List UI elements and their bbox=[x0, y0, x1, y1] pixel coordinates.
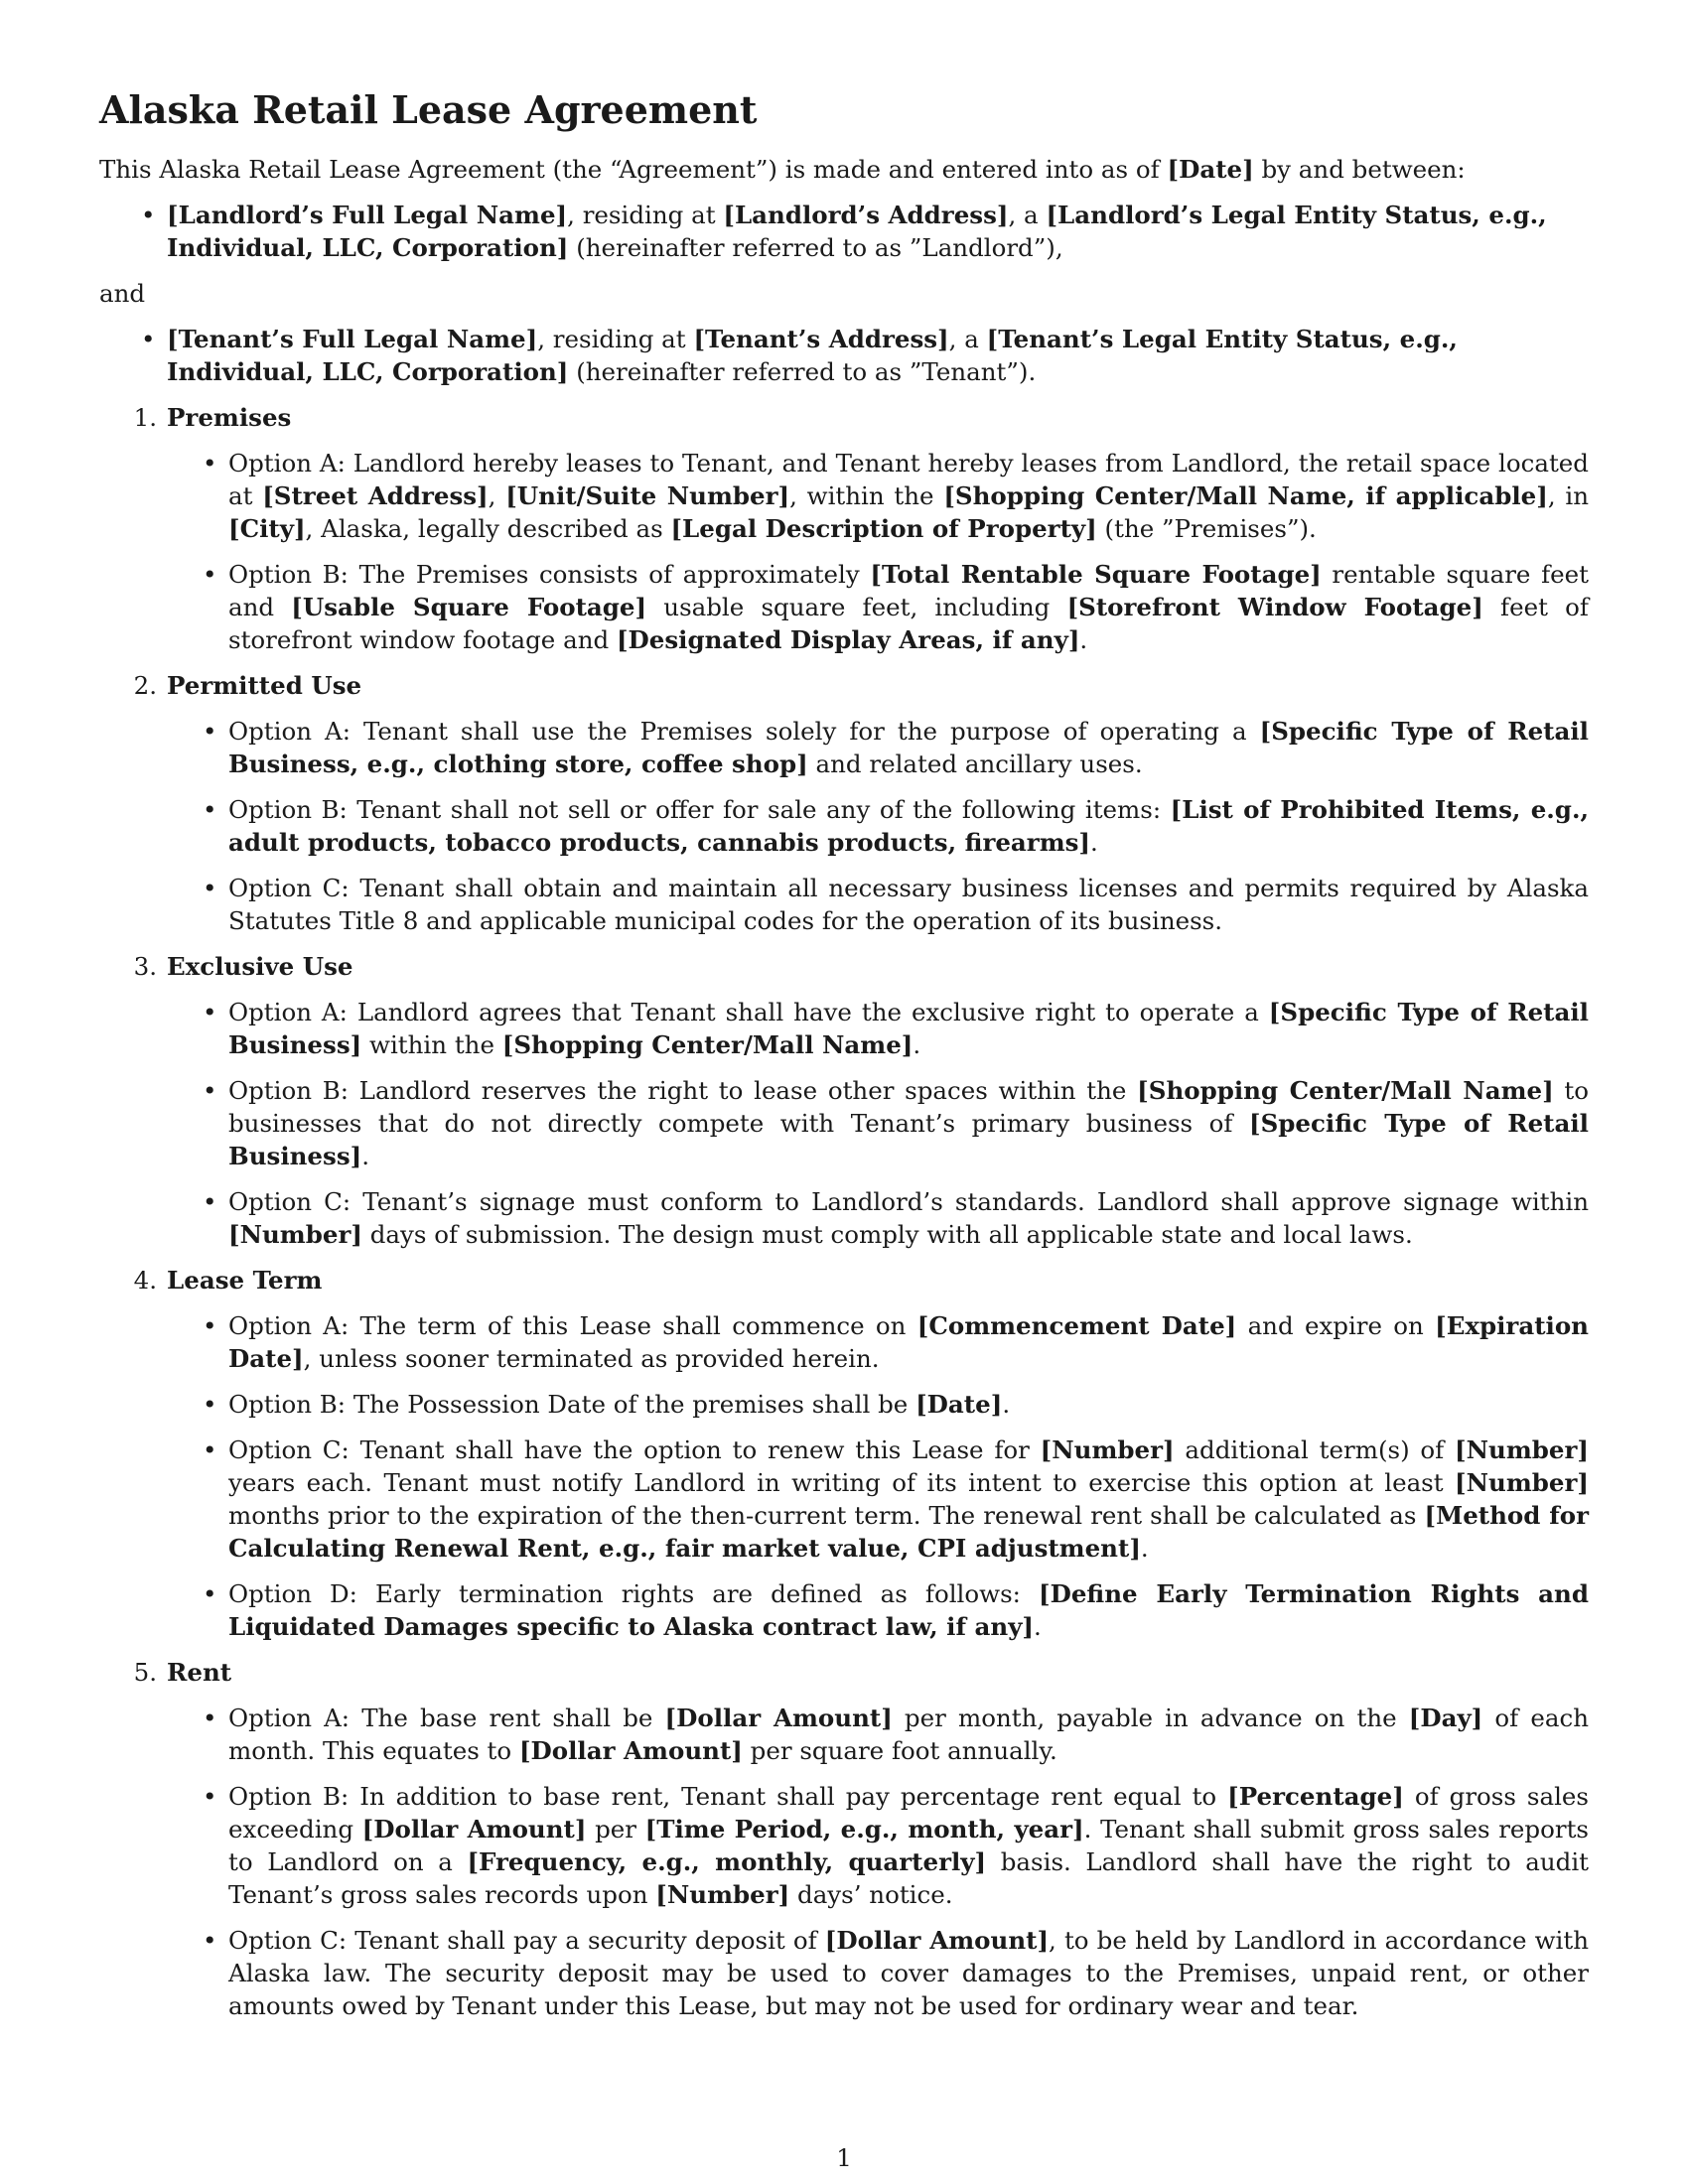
option-item bbox=[228, 872, 1589, 937]
placeholder-field: [Dollar Amount] bbox=[824, 1926, 1050, 1955]
party-item bbox=[167, 323, 1589, 388]
option-item bbox=[228, 1433, 1589, 1565]
placeholder-field: [Expiration Date] bbox=[228, 1311, 1589, 1373]
section-number: 4. bbox=[133, 1266, 157, 1295]
text-segment: Option B: The Premises consists of approximately bbox=[228, 560, 871, 589]
text-segment: , Alaska, legally described as bbox=[305, 514, 671, 543]
text-segment: Option A: Landlord agrees that Tenant shall have the exclusive right to operate a bbox=[228, 998, 1269, 1026]
placeholder-field: [Landlord’s Legal Entity Status, e.g., Individual, LLC, Corporation] bbox=[167, 201, 1547, 262]
tenant-party-list bbox=[99, 323, 1589, 388]
text-segment: . bbox=[1090, 828, 1098, 857]
text-segment: days’ notice. bbox=[789, 1880, 953, 1909]
intro-paragraph bbox=[99, 153, 1589, 186]
page-number: 1 bbox=[836, 2143, 852, 2172]
placeholder-field: [Designated Display Areas, if any] bbox=[616, 625, 1080, 654]
text-segment: feet of storefront window footage and bbox=[228, 593, 1589, 654]
option-item bbox=[228, 1388, 1589, 1421]
section-lease-term bbox=[99, 1264, 1589, 1643]
section-number: 5. bbox=[133, 1658, 157, 1687]
placeholder-field: [Specific Type of Retail Business] bbox=[228, 1109, 1589, 1170]
placeholder-field: [Number] bbox=[228, 1220, 362, 1249]
section-rent bbox=[99, 1656, 1589, 2022]
text-segment: per month, payable in advance on the bbox=[892, 1704, 1409, 1732]
text-segment: . bbox=[1002, 1390, 1011, 1419]
placeholder-field: [Shopping Center/Mall Name, if applicable] bbox=[943, 481, 1548, 510]
text-segment: , to be held by Landlord in accordance with Alaska law. The security deposit may be used to cover damages to the Premises, unpaid rent, or other amounts owed by Tenant under this Lease, but may not be used for ordinary wear and tear. bbox=[228, 1926, 1589, 2020]
text-segment: . bbox=[1079, 625, 1088, 654]
placeholder-field: [Percentage] bbox=[1227, 1782, 1404, 1811]
text-segment: and related ancillary uses. bbox=[807, 750, 1143, 778]
option-item bbox=[228, 715, 1589, 780]
placeholder-field: [Legal Description of Property] bbox=[670, 514, 1097, 543]
text-segment: Option A: The base rent shall be bbox=[228, 1704, 665, 1732]
party-item bbox=[167, 199, 1589, 264]
text-segment: per bbox=[586, 1815, 645, 1843]
text-segment: . bbox=[361, 1142, 369, 1170]
placeholder-field: [Number] bbox=[655, 1880, 790, 1909]
text-segment: months prior to the expiration of the then-current term. The renewal rent shall be calculated as bbox=[228, 1501, 1425, 1530]
text-segment: . bbox=[1034, 1612, 1042, 1641]
placeholder-field: [Number] bbox=[1455, 1435, 1589, 1464]
text-segment: (hereinafter referred to as ”Landlord”), bbox=[568, 233, 1063, 262]
section-options bbox=[99, 1309, 1589, 1643]
text-segment: , within the bbox=[789, 481, 944, 510]
text-segment: Option C: Tenant shall obtain and maintain all necessary business licenses and permits required by Alaska Statutes Title 8 and applicable municipal codes for the operation of its business. bbox=[228, 874, 1589, 935]
placeholder-field: [Time Period, e.g., month, year] bbox=[644, 1815, 1084, 1843]
section-header bbox=[99, 669, 1589, 702]
text-segment: basis. Landlord shall have the right to audit Tenant’s gross sales records upon bbox=[228, 1847, 1589, 1909]
section-title: Exclusive Use bbox=[167, 952, 353, 981]
option-item bbox=[228, 996, 1589, 1061]
placeholder-field: [Dollar Amount] bbox=[361, 1815, 587, 1843]
placeholder-field: [Number] bbox=[1040, 1435, 1175, 1464]
placeholder-field: [Date] bbox=[1167, 155, 1254, 184]
placeholder-field: [Unit/Suite Number] bbox=[505, 481, 790, 510]
text-segment: Option C: Tenant shall pay a security deposit of bbox=[228, 1926, 825, 1955]
text-segment: years each. Tenant must notify Landlord in writing of its intent to exercise this option at least bbox=[228, 1468, 1456, 1497]
section-header bbox=[99, 1264, 1589, 1297]
text-segment: , in bbox=[1547, 481, 1589, 510]
document-title: Alaska Retail Lease Agreement bbox=[99, 87, 758, 132]
text-segment: , unless sooner terminated as provided herein. bbox=[303, 1344, 880, 1373]
option-item bbox=[228, 447, 1589, 545]
text-segment: , residing at bbox=[567, 201, 724, 229]
placeholder-field: [Specific Type of Retail Business] bbox=[228, 998, 1589, 1059]
placeholder-field: [Storefront Window Footage] bbox=[1066, 593, 1483, 621]
option-item bbox=[228, 1924, 1589, 2022]
placeholder-field: [Total Rentable Square Footage] bbox=[870, 560, 1322, 589]
text-segment: , residing at bbox=[537, 325, 694, 353]
placeholder-field: [Dollar Amount] bbox=[518, 1736, 743, 1765]
landlord-party-list bbox=[99, 199, 1589, 264]
text-segment: Option A: The term of this Lease shall commence on bbox=[228, 1311, 917, 1340]
text-segment: per square foot annually. bbox=[742, 1736, 1057, 1765]
placeholder-field: [Define Early Termination Rights and Liquidated Damages specific to Alaska contract law, if any] bbox=[228, 1579, 1589, 1641]
text-segment: (the ”Premises”). bbox=[1096, 514, 1317, 543]
text-segment: Option B: Tenant shall not sell or offer for sale any of the following items: bbox=[228, 795, 1171, 824]
section-title: Lease Term bbox=[167, 1266, 323, 1295]
text-segment: , a bbox=[1008, 201, 1047, 229]
placeholder-field: [Street Address] bbox=[262, 481, 489, 510]
placeholder-field: [Method for Calculating Renewal Rent, e.g., fair market value, CPI adjustment] bbox=[228, 1501, 1589, 1563]
placeholder-field: [Dollar Amount] bbox=[664, 1704, 893, 1732]
placeholder-field: [Tenant’s Address] bbox=[693, 325, 949, 353]
placeholder-field: [Commencement Date] bbox=[916, 1311, 1237, 1340]
section-number: 1. bbox=[133, 403, 157, 432]
option-item bbox=[228, 1074, 1589, 1172]
section-number: 3. bbox=[133, 952, 157, 981]
text-segment: This Alaska Retail Lease Agreement (the “Agreement”) is made and entered into as of bbox=[99, 155, 1168, 184]
text-segment: rentable square feet and bbox=[228, 560, 1589, 621]
section-options bbox=[99, 447, 1589, 656]
option-item bbox=[228, 1309, 1589, 1375]
text-segment: , a bbox=[948, 325, 987, 353]
text-segment: Option D: Early termination rights are defined as follows: bbox=[228, 1579, 1039, 1608]
text-segment: Option B: The Possession Date of the premises shall be bbox=[228, 1390, 916, 1419]
section-options bbox=[99, 1702, 1589, 2022]
placeholder-field: [Shopping Center/Mall Name] bbox=[1137, 1076, 1554, 1105]
text-segment: , bbox=[488, 481, 506, 510]
text-segment: usable square feet, including bbox=[646, 593, 1067, 621]
placeholder-field: [Date] bbox=[915, 1390, 1003, 1419]
option-item bbox=[228, 793, 1589, 859]
placeholder-field: [Landlord’s Full Legal Name] bbox=[167, 201, 568, 229]
placeholder-field: [List of Prohibited Items, e.g., adult products, tobacco products, cannabis products, firearms] bbox=[228, 795, 1589, 857]
section-options bbox=[99, 996, 1589, 1251]
placeholder-field: [City] bbox=[228, 514, 306, 543]
text-segment: (hereinafter referred to as ”Tenant”). bbox=[568, 357, 1037, 386]
text-segment: within the bbox=[361, 1030, 502, 1059]
option-item bbox=[228, 1577, 1589, 1643]
placeholder-field: [Tenant’s Full Legal Name] bbox=[167, 325, 538, 353]
section-title: Permitted Use bbox=[167, 671, 362, 700]
placeholder-field: [Number] bbox=[1455, 1468, 1589, 1497]
and-text: and bbox=[99, 279, 146, 308]
placeholder-field: [Specific Type of Retail Business, e.g., clothing store, coffee shop] bbox=[228, 717, 1589, 778]
section-permitted-use bbox=[99, 669, 1589, 937]
option-item bbox=[228, 1702, 1589, 1767]
section-header bbox=[99, 950, 1589, 983]
section-header bbox=[99, 401, 1589, 434]
text-segment: by and between: bbox=[1253, 155, 1466, 184]
placeholder-field: [Frequency, e.g., monthly, quarterly] bbox=[467, 1847, 987, 1876]
text-segment: . bbox=[1140, 1534, 1149, 1563]
section-premises bbox=[99, 401, 1589, 656]
section-title: Rent bbox=[167, 1658, 232, 1687]
text-segment: Option A: Landlord hereby leases to Tenant, and Tenant hereby leases from Landlord, the retail space located at bbox=[228, 449, 1589, 510]
text-segment: Option C: Tenant shall have the option to renew this Lease for bbox=[228, 1435, 1041, 1464]
text-segment: . Tenant shall submit gross sales reports to Landlord on a bbox=[228, 1815, 1589, 1876]
text-segment: Option C: Tenant’s signage must conform to Landlord’s standards. Landlord shall approve signage within bbox=[228, 1187, 1589, 1216]
option-item bbox=[228, 1780, 1589, 1911]
placeholder-field: [Tenant’s Legal Entity Status, e.g., Individual, LLC, Corporation] bbox=[167, 325, 1458, 386]
text-segment: days of submission. The design must comply with all applicable state and local laws. bbox=[361, 1220, 1413, 1249]
text-segment: of each month. This equates to bbox=[228, 1704, 1589, 1765]
text-segment: to businesses that do not directly compete with Tenant’s primary business of bbox=[228, 1076, 1590, 1138]
text-segment: Option A: Tenant shall use the Premises solely for the purpose of operating a bbox=[228, 717, 1260, 746]
text-segment: of gross sales exceeding bbox=[228, 1782, 1589, 1843]
section-header bbox=[99, 1656, 1589, 1689]
text-segment: . bbox=[913, 1030, 921, 1059]
section-number: 2. bbox=[133, 671, 157, 700]
section-title: Premises bbox=[167, 403, 292, 432]
placeholder-field: [Landlord’s Address] bbox=[723, 201, 1009, 229]
placeholder-field: [Shopping Center/Mall Name] bbox=[501, 1030, 914, 1059]
option-item bbox=[228, 558, 1589, 656]
text-segment: and expire on bbox=[1236, 1311, 1436, 1340]
placeholder-field: [Usable Square Footage] bbox=[291, 593, 647, 621]
section-options bbox=[99, 715, 1589, 937]
section-exclusive-use bbox=[99, 950, 1589, 1251]
option-item bbox=[228, 1185, 1589, 1251]
text-segment: Option B: Landlord reserves the right to lease other spaces within the bbox=[228, 1076, 1138, 1105]
text-segment: Option B: In addition to base rent, Tenant shall pay percentage rent equal to bbox=[228, 1782, 1228, 1811]
text-segment: additional term(s) of bbox=[1174, 1435, 1456, 1464]
lease-sections bbox=[99, 401, 1589, 2022]
placeholder-field: [Day] bbox=[1408, 1704, 1483, 1732]
